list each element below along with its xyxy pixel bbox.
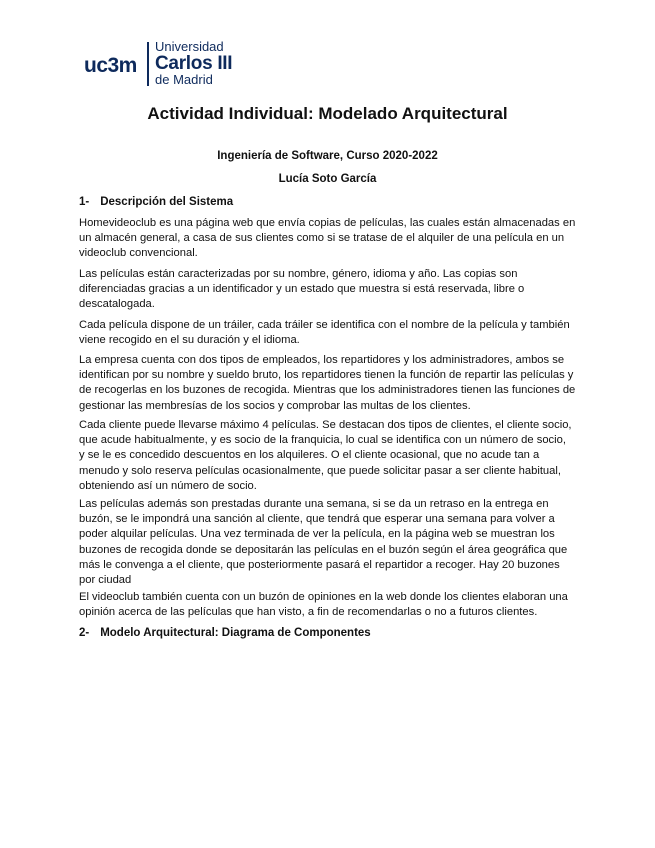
doc-title: Actividad Individual: Modelado Arquitectural: [147, 104, 508, 123]
paragraph-line: gestionar las membresías de los socios y comprobar las multas de los clientes.: [79, 399, 471, 412]
paragraph-line: videoclub convencional.: [79, 247, 198, 260]
paragraph-line: Homevideoclub es una página web que envía copias de películas, las cuales están almacenadas en: [79, 217, 576, 229]
logo-abbrev: uc3m: [84, 54, 137, 77]
paragraph-line: descatalogada.: [79, 298, 155, 311]
paragraph-line: viene recogido en el su duración y el idioma.: [79, 334, 300, 347]
section-heading-2: [79, 627, 371, 639]
paragraph-line: Las películas están caracterizadas por su nombre, género, idioma y año. Las copias son: [79, 268, 518, 280]
paragraph-6: [79, 497, 579, 588]
paragraph-line: El videoclub también cuenta con un buzón de opiniones en la web donde los clientes elaboran una: [79, 591, 568, 603]
section-title: Descripción del Sistema: [100, 196, 234, 208]
author-name: Lucía Soto García: [278, 173, 377, 185]
paragraph-line: que acude habitualmente, y es socio de la franquicia, lo cual se identifica con un número de socio,: [79, 434, 566, 447]
paragraph-line: poder alquilar películas. Una vez terminada de ver la película, en la página web se muestran los: [79, 528, 555, 541]
logo-wordmark: [155, 40, 232, 87]
logo-line-3: de Madrid: [155, 72, 213, 87]
paragraph-line: de recogerlas en los buzones de recogida. Mientras que los administradores tienen las funciones de: [79, 384, 576, 397]
paragraph-2: [79, 267, 579, 313]
paragraph-line: obteniendo así un número de socio.: [79, 479, 257, 492]
logo-line-2: Carlos III: [155, 53, 233, 74]
paragraph-line: más le convenga a el cliente, que posteriormente pasará el repartidor a recoger. Hay 20 buzones: [79, 558, 560, 571]
paragraph-5: [79, 418, 579, 494]
paragraph-line: La empresa cuenta con dos tipos de empleados, los repartidores y los administradores, ambos se: [79, 354, 565, 366]
paragraph-line: menudo y solo reserva películas ocasionalmente, que puede solicitar pasar a ser cliente habitual,: [79, 464, 561, 477]
paragraph-4: [79, 353, 579, 414]
logo-line-1: Universidad: [155, 39, 224, 54]
paragraph-line: un almacén general, a casa de sus clientes como si se tratase de el alquiler de una película en un: [79, 232, 565, 245]
paragraph-line: identifican por su nombre y sueldo bruto, los repartidores tienen la función de repartir las películas y: [79, 369, 574, 382]
section-number: 1-: [79, 196, 90, 208]
paragraph-line: y se le es concedido descuentos en los alquileres. O el cliente ocasional, que no acude tan a: [79, 449, 540, 462]
logo-divider: [147, 42, 149, 86]
paragraph-line: opinión acerca de las películas que han visto, a fin de recomendarlas o no a futuros clientes.: [79, 606, 538, 619]
section-number: 2-: [79, 627, 90, 639]
paragraph-1: [79, 216, 579, 262]
paragraph-line: Cada película dispone de un tráiler, cada tráiler se identifica con el nombre de la película y también: [79, 319, 570, 331]
section-title: Modelo Arquitectural: Diagrama de Componentes: [100, 627, 371, 639]
paragraph-line: diferenciadas gracias a un identificador y un estado que muestra si está reservada, libre o: [79, 283, 525, 296]
paragraph-3: [79, 318, 579, 348]
paragraph-7: [79, 590, 579, 620]
paragraph-line: Cada cliente puede llevarse máximo 4 películas. Se destacan dos tipos de clientes, el cliente socio,: [79, 419, 572, 431]
paragraph-line: buzones de recogida donde se depositarán las películas en el buzón según el área geográfica que: [79, 543, 568, 556]
section-heading-1: [79, 196, 233, 208]
paragraph-line: buzón, se le impondrá una sanción al cliente, que tendrá que esperar una semana para volver a: [79, 513, 555, 526]
paragraph-line: Las películas además son prestadas durante una semana, si se da un retraso en la entrega en: [79, 498, 549, 510]
paragraph-line: por ciudad: [79, 574, 132, 587]
course-line: Ingeniería de Software, Curso 2020-2022: [217, 150, 438, 162]
